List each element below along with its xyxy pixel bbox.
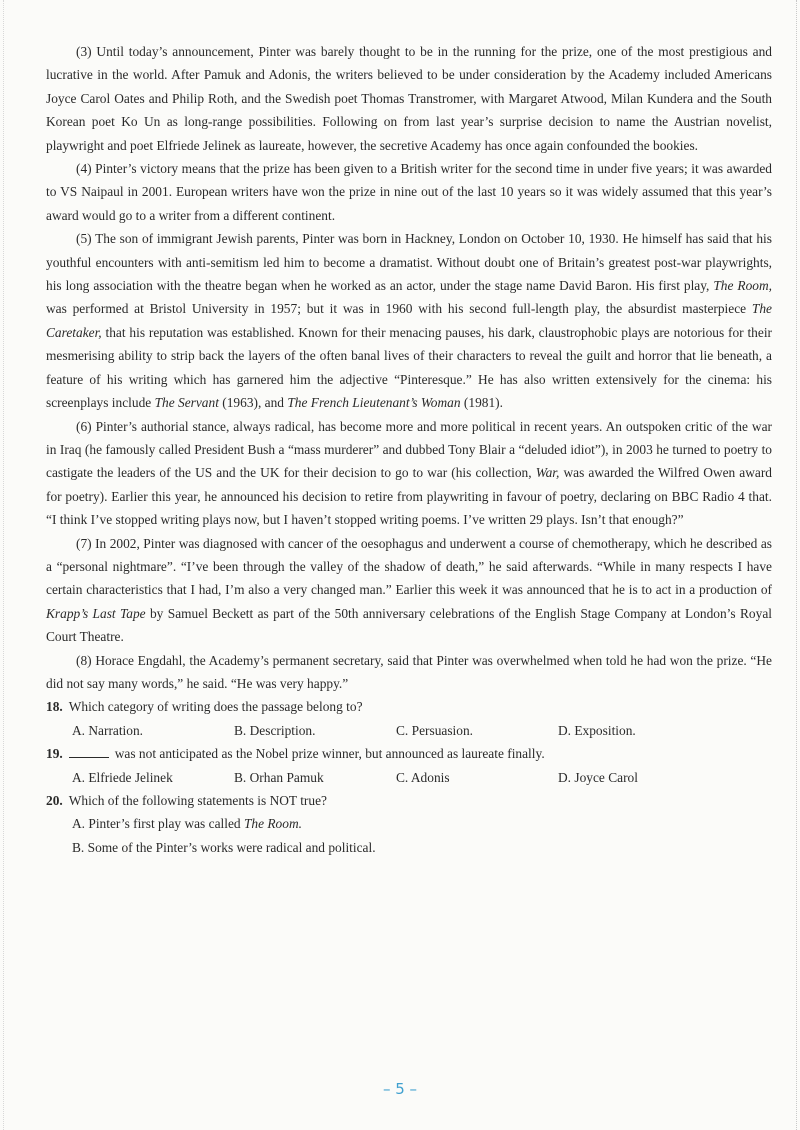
title-italic: The French Lieutenant’s Woman (287, 395, 461, 411)
option-b[interactable]: B. Some of the Pinter’s works were radical and political. (72, 839, 376, 855)
question-stem: Which of the following statements is NOT true? (68, 793, 327, 808)
option-c[interactable]: C. Persuasion. (396, 722, 473, 738)
question-20 (46, 789, 772, 859)
title-italic: Krapp’s Last Tape (46, 605, 146, 621)
answer-options (46, 719, 772, 742)
title-italic: The Caretaker, (46, 301, 772, 340)
paragraph-text: by Samuel Beckett as part of the 50th anniversary celebrations of the English Stage Company at London’s Royal Court Theatre. (46, 605, 772, 645)
scan-edge-left (0, 0, 4, 1130)
question-number: 20. (46, 793, 63, 808)
question-19 (46, 742, 772, 789)
question-number: 19. (46, 746, 63, 762)
option-d[interactable]: D. Exposition. (558, 722, 636, 738)
paragraph-text: (3) Until today’s announcement, Pinter was barely thought to be in the running for the prize, one of the most prestigious and lucrative in the world. After Pamuk and Adonis, the writers believed to be under consideration by the Academy included Americans Joyce Carol Oates and Philip Roth, and the Swedish poet Thomas Transtromer, with Margaret Atwood, Milan Kundera and the South Korean poet Ko Un as long-range possibilities. Following on from last year’s surprise decision to name the Austrian novelist, playwright and poet Elfriede Jelinek as laureate, however, the secretive Academy has once again confounded the bookies. (46, 44, 772, 153)
question-18 (46, 695, 772, 742)
option-a[interactable]: A. Narration. (72, 722, 144, 738)
option-a-title: The Room. (243, 816, 302, 832)
paragraph-text: was performed at Bristol University in 1957; but it was in 1960 with his second full-length play, the absurdist masterpiece (46, 301, 752, 317)
paragraph-text: (1963), and (218, 395, 288, 411)
scan-edge-right (796, 0, 800, 1130)
paragraph-text: (8) Horace Engdahl, the Academy’s permanent secretary, said that Pinter was overwhelmed when told he had won the prize. “He did not say many words,” he said. “He was very happy.” (46, 652, 772, 691)
page-number: – 5 – (382, 1080, 418, 1098)
option-b[interactable]: B. Orhan Pamuk (234, 769, 324, 785)
title-italic: The Servant (154, 395, 219, 411)
paragraph-p8 (46, 649, 772, 696)
reading-passage (46, 40, 772, 695)
paragraph-text: (1981). (460, 395, 503, 411)
paragraph-text: (4) Pinter’s victory means that the prize has been given to a British writer for the second time in under five years; it was awarded to VS Naipaul in 2001. European writers have won the prize in nine out of the last 10 years so it was widely assumed that this year’s award would go to a writer from a different continent. (46, 161, 772, 223)
paragraph-text: was awarded the Wilfred Owen award for poetry). Earlier this year, he announced his decision to retire from playwriting in favour of poetry, declaring on BBC Radio 4 that. “I think I’ve stopped writing plays now, but I haven’t stopped writing poems. I’ve written 29 plays. Isn’t that enough?” (46, 465, 773, 528)
option-a[interactable] (46, 812, 772, 835)
paragraph-text: that his reputation was established. Known for their menacing pauses, his dark, claustrophobic plays are notorious for their mesmerising ability to strip back the layers of the often banal lives of their characters to reveal the guilt and horror that lie beneath, a feature of his writing which has garnered him the adjective “Pinteresque.” He has also written extensively for the cinema: his screenplays include (46, 324, 772, 411)
question-stem: was not anticipated as the Nobel prize winner, but announced as laureate finally. (114, 746, 545, 762)
option-d[interactable]: D. Joyce Carol (558, 769, 638, 785)
paragraph-text: (7) In 2002, Pinter was diagnosed with cancer of the oesophagus and underwent a course of chemotherapy, which he described as a “personal nightmare”. “I’ve been through the valley of the shadow of death,” he said afterwards. “While in many respects I have certain characteristics that I had, I’m also a very changed man.” Earlier this week it was announced that he is to act in a production of (46, 535, 772, 598)
option-a[interactable]: A. Elfriede Jelinek (72, 769, 173, 785)
answer-blank[interactable] (69, 745, 109, 758)
exam-page (46, 40, 772, 859)
paragraph-p3 (46, 40, 772, 157)
question-stem: Which category of writing does the passage belong to? (68, 699, 363, 715)
option-c[interactable]: C. Adonis (396, 769, 450, 785)
option-b[interactable]: B. Description. (234, 722, 316, 738)
title-italic: The Room, (713, 278, 772, 294)
title-italic: War, (535, 465, 560, 481)
paragraph-p7 (46, 532, 772, 649)
paragraph-p4 (46, 157, 772, 227)
paragraph-text: (6) Pinter’s authorial stance, always radical, has become more and more political in recent years. An outspoken critic of the war in Iraq (he famously called President Bush a “mass murderer” and dubbed Tony Blair a “deluded idiot”), in 2003 he turned to poetry to castigate the leaders of the US and the UK for their decision to go to war (his collection, (46, 418, 772, 481)
paragraph-p6 (46, 415, 772, 532)
question-number: 18. (46, 699, 63, 715)
paragraph-p5 (46, 227, 772, 414)
answer-options (46, 766, 772, 789)
paragraph-text: (5) The son of immigrant Jewish parents, Pinter was born in Hackney, London on October 10, 1930. He himself has said that his youthful encounters with anti-semitism led him to become a dramatist. Without doubt one of Britain’s greatest post-war playwrights, his long association with the theatre began when he worked as an actor, under the stage name David Baron. His first play, (46, 231, 772, 294)
option-a-text: A. Pinter’s first play was called (72, 816, 244, 832)
